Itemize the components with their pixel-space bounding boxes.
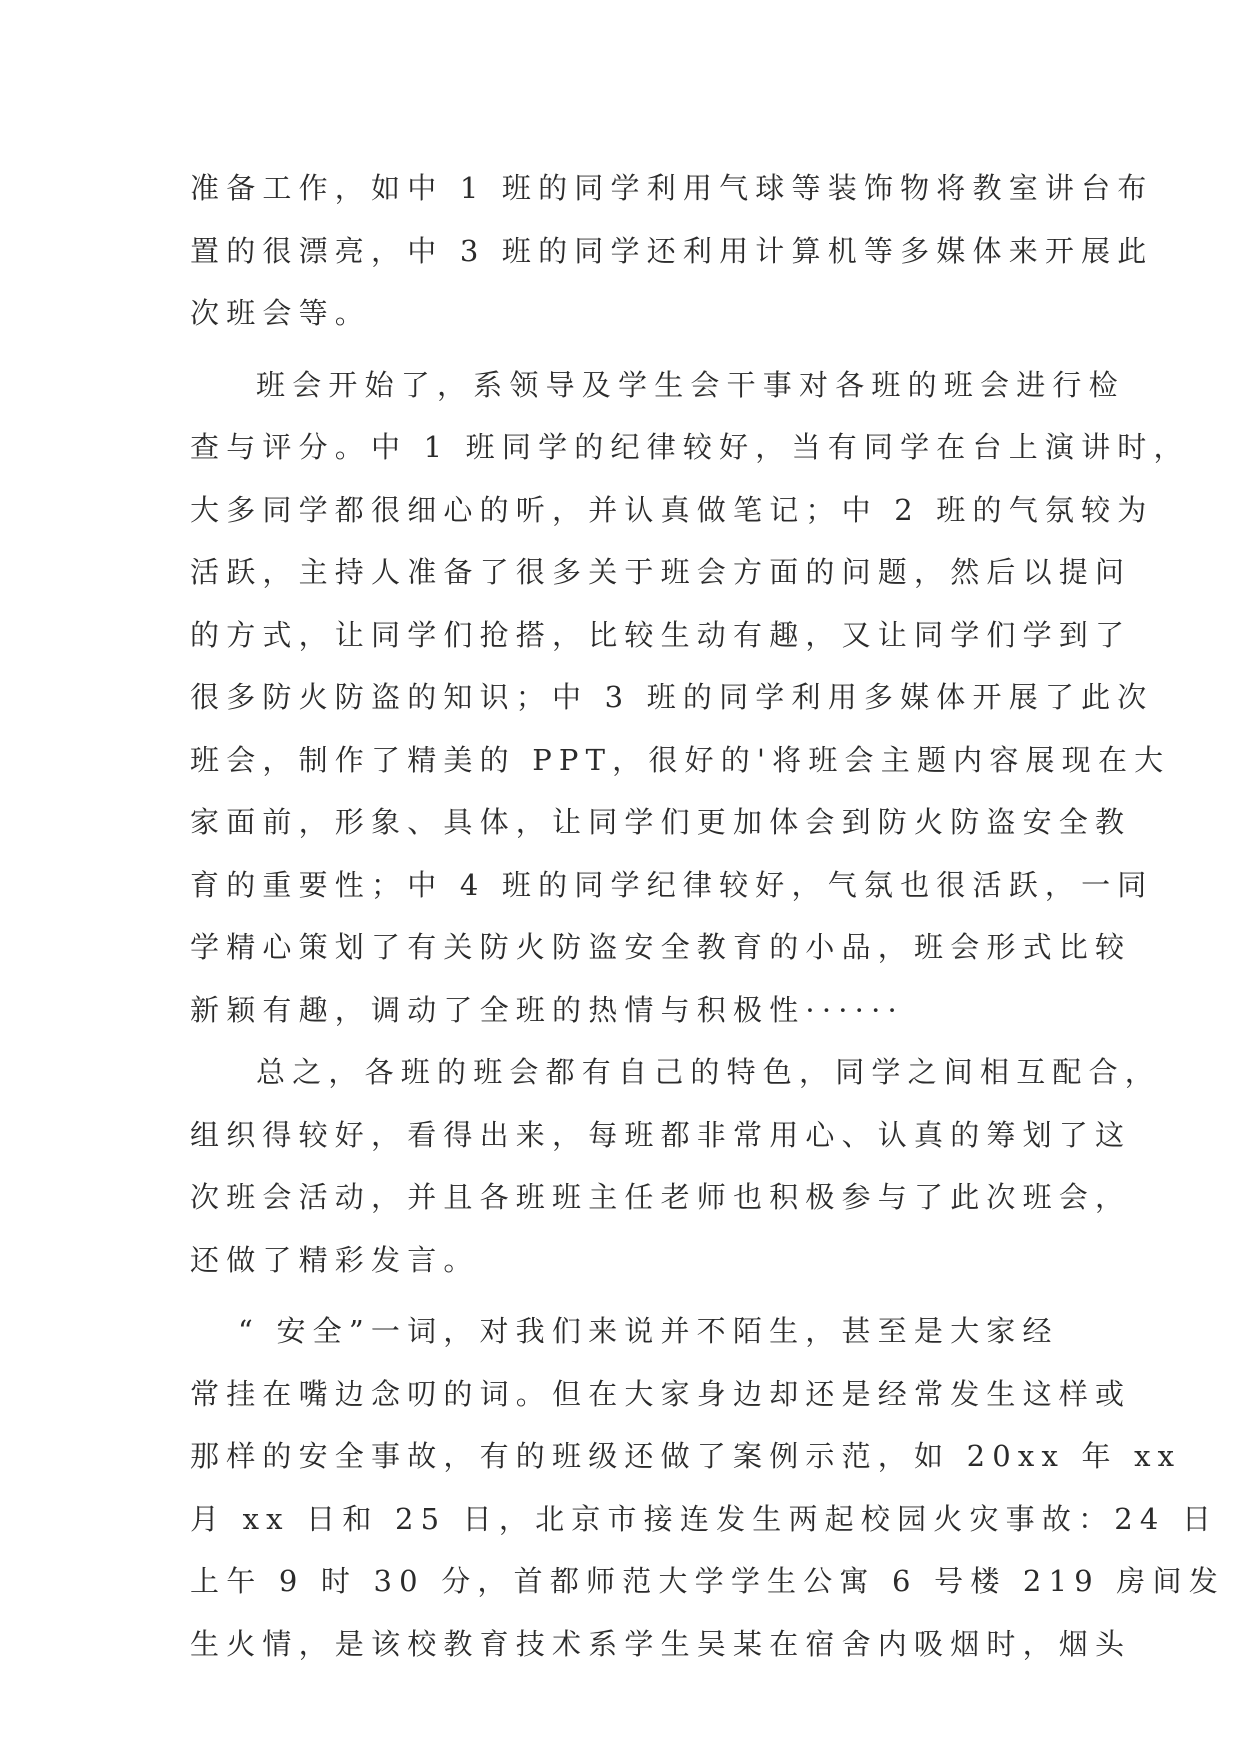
text-line: 总之，各班的班会都有自己的特色，同学之间相互配合， [256, 1055, 1162, 1089]
text-line: 育的重要性；中 4 班的同学纪律较好，气氛也很活跃，一同 [190, 867, 1154, 902]
text-line: 那样的安全事故，有的班级还做了案例示范，如 20xx 年 xx [190, 1439, 1182, 1473]
paragraph-safety [190, 1300, 1225, 1675]
paragraph-class-meeting [190, 354, 1190, 1042]
text-line: 班会，制作了精美的 PPT，很好的'将班会主题内容展现在大 [190, 742, 1171, 777]
text-line: 还做了精彩发言。 [190, 1242, 480, 1277]
paragraph-summary [190, 1041, 1162, 1291]
text-line: 次班会等。 [190, 296, 372, 330]
text-line: 活跃，主持人准备了很多关于班会方面的问题，然后以提问 [190, 555, 1132, 589]
text-line: 组织得较好，看得出来，每班都非常用心、认真的筹划了这 [190, 1117, 1132, 1152]
text-line: 准备工作，如中 1 班的同学利用气球等装饰物将教室讲台布 [190, 171, 1154, 205]
text-line: 家面前，形象、具体，让同学们更加体会到防火防盗安全教 [190, 805, 1132, 839]
text-line: 上午 9 时 30 分，首都师范大学学生公寓 6 号楼 219 房间发 [190, 1564, 1225, 1598]
text-line: 大多同学都很细心的听，并认真做笔记；中 2 班的气氛较为 [190, 492, 1154, 527]
document-body [190, 157, 1225, 1675]
text-line: 查与评分。中 1 班同学的纪律较好，当有同学在台上演讲时， [190, 430, 1190, 464]
text-line: 很多防火防盗的知识；中 3 班的同学利用多媒体开展了此次 [190, 680, 1154, 714]
text-line: 学精心策划了有关防火防盗安全教育的小品，班会形式比较 [190, 930, 1132, 964]
text-line: 的方式，让同学们抢搭，比较生动有趣，又让同学们学到了 [190, 617, 1132, 652]
text-line: 常挂在嘴边念叨的词。但在大家身边却还是经常发生这样或 [190, 1376, 1132, 1411]
text-line: 置的很漂亮，中 3 班的同学还利用计算机等多媒体来开展此 [190, 233, 1154, 268]
text-line: 新颖有趣，调动了全班的热情与积极性······ [190, 992, 904, 1027]
text-line: “ 安全”一词，对我们来说并不陌生，甚至是大家经 [238, 1314, 1059, 1348]
text-line: 班会开始了，系领导及学生会干事对各班的班会进行检 [256, 367, 1125, 402]
paragraph-preparation [190, 157, 1154, 345]
text-line: 月 xx 日和 25 日，北京市接连发生两起校园火灾事故：24 日 [190, 1501, 1219, 1536]
text-line: 次班会活动，并且各班班主任老师也积极参与了此次班会， [190, 1180, 1132, 1214]
text-line: 生火情，是该校教育技术系学生吴某在宿舍内吸烟时，烟头 [190, 1626, 1132, 1661]
